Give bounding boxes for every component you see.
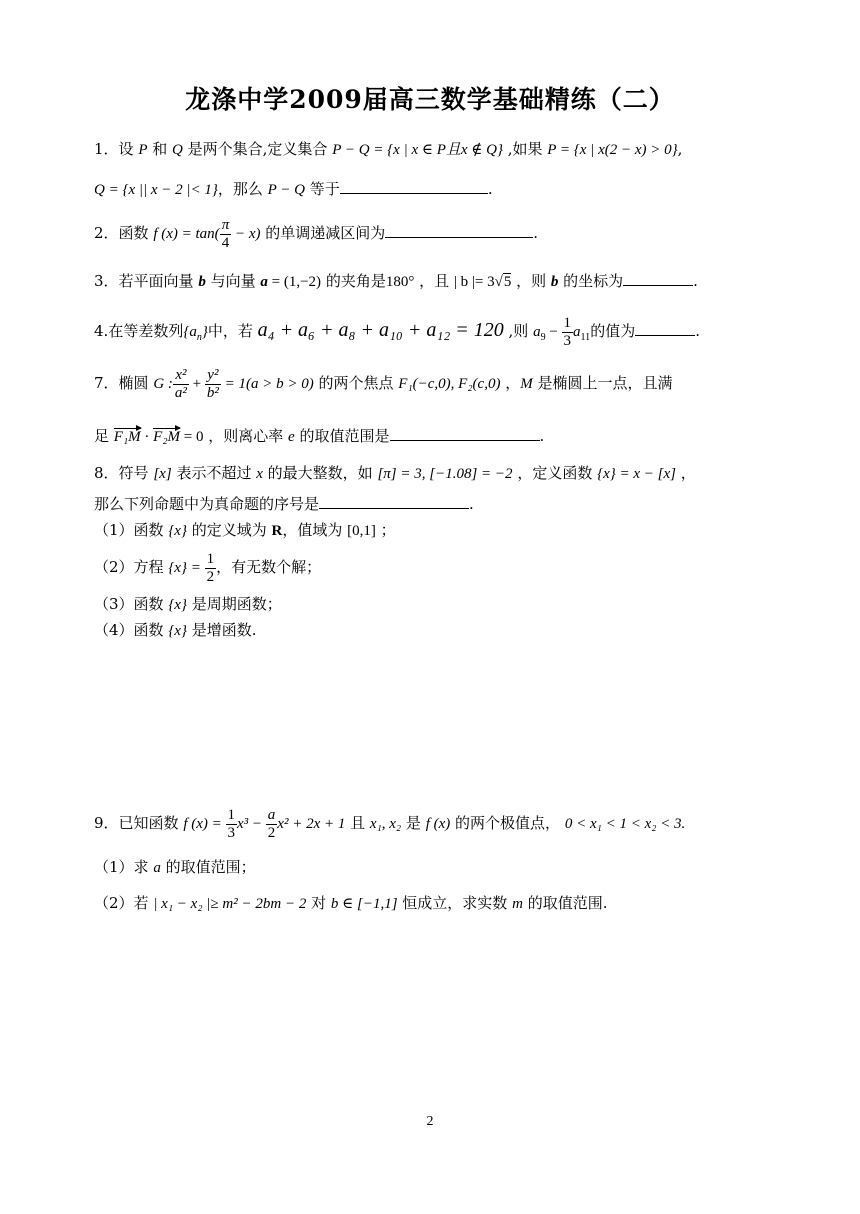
ellipse-foci: F₁(−c,0), F₂(c,0) — [398, 376, 501, 392]
answer-blank-2 — [385, 222, 533, 238]
fraction-y2-b2: $\frac{\text{y²}}{\text{b²}}$ — [206, 366, 219, 401]
fraction-one-third-q9: $\frac{1}{3}$ — [227, 806, 236, 841]
question-1-line-1: 1．设 P 和 Q 是两个集合,定义集合 P − Q = {x | x ∈ P且x ∉ Q} ,如果 P = {x | x(2 − x) > 0}, — [94, 140, 683, 158]
fraction-one-half: $\frac{1}{2}$ — [206, 550, 215, 585]
question-8-line-1: 8．符号 [x] 表示不超过 x 的最大整数，如 [π] = 3, [−1.08] = −2 ，定义函数 {x} = x − [x] ， — [94, 464, 696, 482]
answer-blank-4 — [635, 320, 695, 336]
fraction-one-third: $\frac{1}{3}$ — [563, 314, 572, 349]
vector-f2m: F₂M — [153, 429, 181, 445]
page-title: 龙涤中学2009届高三数学基础精练（二） — [185, 85, 675, 114]
fraction-x2-a2: $\frac{\text{x²}}{\text{a²}}$ — [174, 366, 187, 401]
answer-blank-1 — [340, 178, 488, 194]
question-2: 2．函数 f (x) = tan( $\frac{\pi}{4}$ − x) 的单调递减区间为 . — [94, 216, 539, 251]
question-3: 3．若平面向量 b 与向量 a = (1,−2) 的夹角是180° ，且 | b |= 3√5 ，则 b 的坐标为 . — [94, 272, 698, 290]
fraction-pi-over-4: $\frac{\pi}{4}$ — [221, 216, 230, 251]
page-number: 2 — [426, 1114, 434, 1129]
set-difference-definition: P − Q = {x | x ∈ P且x ∉ Q} — [332, 142, 503, 158]
answer-blank-8 — [319, 493, 469, 509]
answer-blank-3 — [623, 270, 693, 286]
question-8-item-2: （2）方程 {x} = $\frac{1}{2}$ ，有无数个解； — [94, 550, 322, 585]
question-8-item-4: （4）函数 {x} 是增函数. — [94, 621, 257, 639]
question-1-line-2: Q = {x || x − 2 |< 1}，那么 P − Q 等于 . — [94, 180, 493, 198]
extrema-inequality: 0 < x₁ < 1 < x₂ < 3. — [564, 816, 686, 832]
question-9: 9．已知函数 f (x) = $\frac{1}{3}$ x³ − $\frac{a}{2}$ x² + 2x + 1 且 x₁, x₂ 是 f (x) 的两个极值点， 0 < x₁ < 1 < x₂ < 3. — [94, 806, 686, 841]
question-7-line-2: 足 F₁M · F₂M = 0 ，则离心率 e 的取值范围是 . — [94, 427, 545, 445]
answer-blank-7 — [390, 425, 540, 441]
question-4: 4.在等差数列$\{a_n\}$中，若 a₄ + a₆ + a₈ + a₁₀ + a₁₂ = 120 ,则 $a_9$ − $\frac{1}{3}$ $a_{11}$的值为 . — [94, 314, 700, 349]
vector-f1m: F₁M — [113, 429, 141, 445]
question-7-line-1: 7．椭圆 G : $\frac{\text{x²}}{\text{a²}}$ + $\frac{\text{y²}}{\text{b²}}$ = 1(a > b > 0) 的两个焦点 F₁(−c,0), F₂(c,0) ，M 是椭圆上一点，且满 — [94, 366, 673, 401]
set-p-definition: P = {x | x(2 − x) > 0} — [547, 142, 678, 158]
set-q-definition: Q = {x || x − 2 |< 1} — [94, 182, 218, 198]
question-9-part-1: （1）求 a 的取值范围； — [94, 858, 256, 876]
question-8-item-3: （3）函数 {x} 是周期函数； — [94, 595, 282, 613]
question-8-line-2: 那么下列命题中为真命题的序号是 . — [94, 495, 474, 513]
fraction-a-over-2: $\frac{a}{2}$ — [267, 806, 276, 841]
question-9-part-2: （2）若 | x₁ − x₂ |≥ m² − 2bm − 2 对 b ∈ [−1,1] 恒成立，求实数 m 的取值范围. — [94, 894, 608, 912]
arithmetic-sum: a₄ + a₆ + a₈ + a₁₀ + a₁₂ = 120 — [257, 319, 504, 341]
question-8-item-1: （1）函数 {x} 的定义域为 R，值域为 [0,1] ； — [94, 521, 396, 539]
